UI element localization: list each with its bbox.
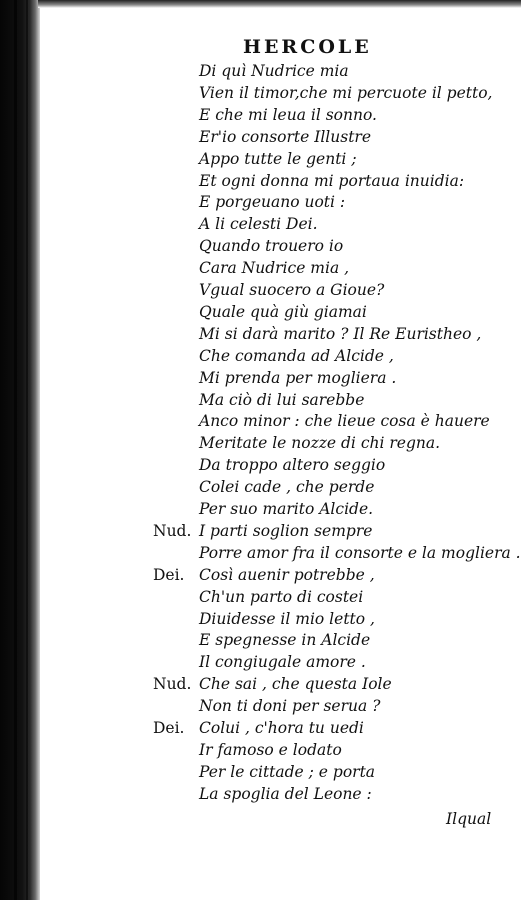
verse-line xyxy=(0,761,521,783)
verse-text: Ir famoso e lodato xyxy=(199,740,342,759)
verse-line xyxy=(0,213,521,235)
verse-text: Et ogni donna mi portaua inuidia: xyxy=(199,171,465,190)
verse-text: Quando trouero io xyxy=(199,237,344,256)
verse-text: E spegnesse in Alcide xyxy=(199,631,371,650)
speaker-label: Nud. xyxy=(153,675,192,694)
verse-line xyxy=(0,629,521,651)
verse-text: Appo tutte le genti ; xyxy=(199,149,357,168)
verse-line xyxy=(0,104,521,126)
verse-line xyxy=(0,498,521,520)
verse-text: Di quì Nudrice mia xyxy=(199,62,349,80)
verse-line xyxy=(0,301,521,323)
verse-text: Mi prenda per mogliera . xyxy=(199,368,397,387)
verse-text: I parti soglion sempre xyxy=(199,521,373,540)
verse-text: Che comanda ad Alcide , xyxy=(199,346,394,365)
verse-text: Colei cade , che perde xyxy=(199,478,375,497)
verse-line xyxy=(0,345,521,367)
verse-text: Per le cittade ; e porta xyxy=(199,762,376,781)
verse-text: Per suo marito Alcide. xyxy=(199,500,374,518)
verse-text: Meritate le nozze di chi regna. xyxy=(199,434,441,453)
running-head: HERCOLE xyxy=(243,36,372,58)
verse-text: Mi si darà marito ? Il Re Euristheo , xyxy=(199,324,482,343)
verse-text: Diuidesse il mio letto , xyxy=(199,609,375,628)
verse-text: Er'io consorte Illustre xyxy=(199,127,372,146)
catchword: Ilqual xyxy=(446,810,492,828)
verse-text: Colui , c'hora tu uedi xyxy=(199,719,364,737)
verse-text: Vien il timor,che mi percuote il petto, xyxy=(199,83,493,102)
verse-line xyxy=(0,542,521,564)
verse-line xyxy=(0,367,521,389)
verse-line xyxy=(0,695,521,717)
verse-line xyxy=(0,520,521,542)
verse-text: Quale quà giù giamai xyxy=(199,302,367,321)
speaker-label: Nud. xyxy=(153,521,192,540)
verse-text: Porre amor fra il consorte e la mogliera . xyxy=(199,543,521,562)
speaker-label: Dei. xyxy=(153,719,185,737)
verse-text: Da troppo altero seggio xyxy=(199,456,386,475)
verse-line xyxy=(0,564,521,586)
verse-text: Anco minor : che lieue cosa è hauere xyxy=(199,412,490,431)
verse-line xyxy=(0,323,521,345)
verse-text: A li celesti Dei. xyxy=(199,215,318,234)
verse-line xyxy=(0,783,521,805)
verse-line xyxy=(0,170,521,192)
verse-text: Vgual suocero a Gioue? xyxy=(199,281,385,299)
verse-text: E che mi leua il sonno. xyxy=(199,105,377,124)
verse-text: Non ti doni per serua ? xyxy=(199,697,381,716)
verse-line xyxy=(0,60,521,82)
verse-line xyxy=(0,82,521,104)
verse-text: La spoglia del Leone : xyxy=(199,784,372,803)
verse-line xyxy=(0,389,521,411)
verse-text: Il congiugale amore . xyxy=(199,653,366,672)
verse-text: Che sai , che questa Iole xyxy=(199,675,392,694)
verse-text: Ma ciò di lui sarebbe xyxy=(199,390,365,409)
speaker-label: Dei. xyxy=(153,565,185,584)
verse-line xyxy=(0,257,521,279)
verse-line xyxy=(0,454,521,476)
verse-line xyxy=(0,191,521,213)
verse-line xyxy=(0,608,521,630)
verse-line xyxy=(0,235,521,257)
verse-line xyxy=(0,410,521,432)
verse-line xyxy=(0,279,521,301)
verse-text: Ch'un parto di costei xyxy=(199,587,364,606)
verse-text: Così auenir potrebbe , xyxy=(199,565,375,584)
verse-text: E porgeuano uoti : xyxy=(199,193,346,212)
verse-line xyxy=(0,476,521,498)
verse-line xyxy=(0,717,521,739)
verse-line xyxy=(0,586,521,608)
verse-text: Cara Nudrice mia , xyxy=(199,259,350,278)
verse-line xyxy=(0,651,521,673)
verse-line xyxy=(0,148,521,170)
verse-line xyxy=(0,432,521,454)
verse-line xyxy=(0,126,521,148)
verse-line xyxy=(0,739,521,761)
verse-line xyxy=(0,673,521,695)
